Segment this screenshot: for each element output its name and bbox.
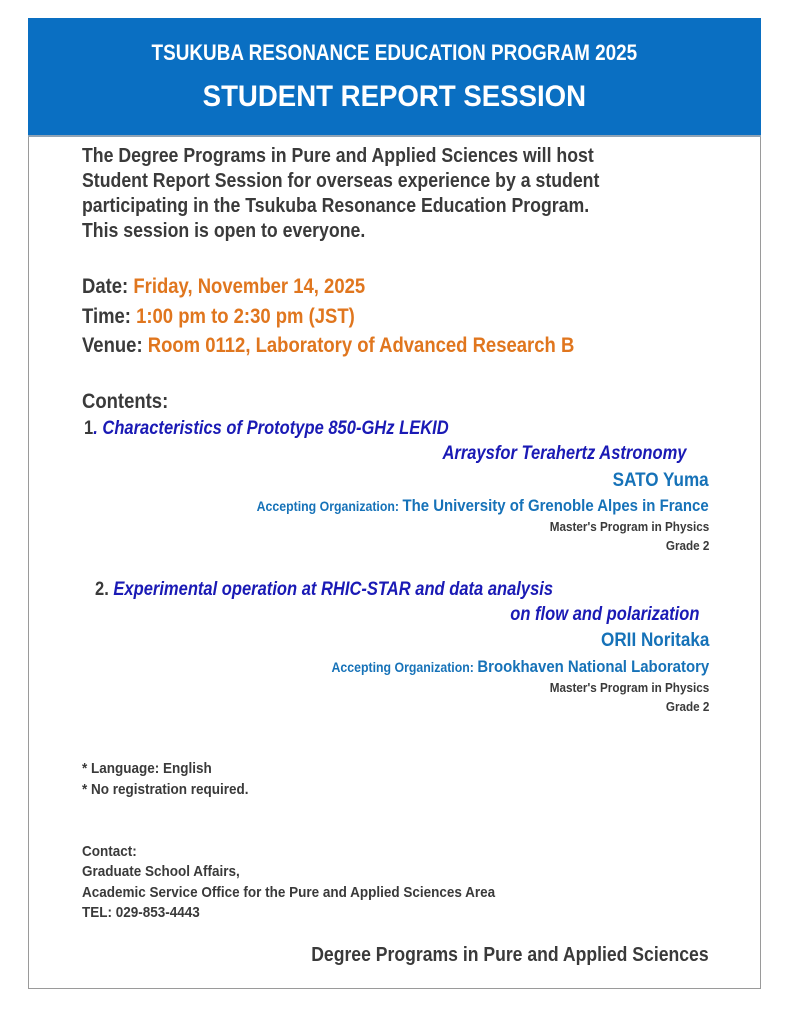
contact-heading-text: Contact:: [82, 843, 137, 860]
org-label: Accepting Organization:: [331, 659, 478, 675]
item-title-cont: Arraysfor Terahertz Astronomy: [442, 443, 687, 464]
note-text: * No registration required.: [82, 781, 249, 798]
intro-line: [82, 195, 655, 218]
grade: [661, 699, 709, 714]
date-value: Friday, November 14, 2025: [133, 275, 366, 298]
org-label: Accepting Organization:: [256, 498, 403, 514]
program-name: [532, 680, 709, 695]
item-title: Experimental operation at RHIC-STAR and data analysis: [108, 579, 554, 600]
venue-label: Venue:: [82, 334, 148, 357]
item-title-line2: [406, 443, 687, 465]
item-title-line1: [95, 579, 622, 601]
org-value: Brookhaven National Laboratory: [477, 657, 709, 676]
presenter-name: [602, 470, 709, 492]
grade-text: Grade 2: [665, 699, 709, 714]
date-row: [82, 275, 404, 299]
presenter-name-text: SATO Yuma: [613, 470, 709, 491]
contact-phone: [82, 904, 213, 921]
note-language: [82, 760, 226, 777]
contact-text: TEL: 029-853-4443: [82, 904, 200, 921]
accepting-organization: [280, 657, 709, 677]
note-text: * Language: English: [82, 760, 212, 777]
accepting-organization: [195, 496, 709, 516]
intro-text: The Degree Programs in Pure and Applied Sciences will host: [82, 145, 594, 167]
intro-line: [82, 170, 667, 193]
item-number-suffix: .: [93, 418, 98, 439]
intro-text: This session is open to everyone.: [82, 220, 366, 242]
header-banner: [28, 18, 761, 137]
intro-line: [82, 145, 660, 168]
item-number: 1: [84, 418, 94, 439]
grade: [661, 538, 709, 553]
time-row: [82, 305, 392, 329]
contact-text: Graduate School Affairs,: [82, 863, 240, 880]
contents-heading: [82, 390, 180, 414]
time-label: Time:: [82, 305, 137, 328]
program-title: [28, 40, 761, 66]
venue-row: [82, 334, 641, 358]
date-label: Date:: [82, 275, 134, 298]
intro-text: Student Report Session for overseas experience by a student: [82, 170, 600, 192]
program-name: [532, 519, 709, 534]
item-title: Characteristics of Prototype 850-GHz LEKID: [97, 418, 449, 439]
org-value: The University of Grenoble Alpes in France: [402, 496, 709, 515]
note-registration: [82, 781, 267, 798]
footer-text: Degree Programs in Pure and Applied Sciences: [311, 944, 709, 966]
item-title-line2: [482, 604, 699, 626]
item-title-line1: [84, 418, 503, 440]
intro-text: participating in the Tsukuba Resonance Education Program.: [82, 195, 590, 217]
contents-heading-text: Contents:: [82, 390, 169, 413]
program-title-text: TSUKUBA RESONANCE EDUCATION PROGRAM 2025: [151, 40, 638, 65]
contact-heading: [82, 843, 143, 860]
contact-line: [82, 884, 541, 901]
presenter-name: [589, 630, 709, 652]
page-title-text: STUDENT REPORT SESSION: [202, 80, 587, 113]
venue-value: Room 0112, Laboratory of Advanced Research B: [147, 334, 575, 357]
footer-organization: [257, 944, 709, 967]
presenter-name-text: ORII Noritaka: [600, 630, 709, 651]
intro-line: [82, 220, 402, 243]
page-title: [28, 80, 761, 114]
time-value: 1:00 pm to 2:30 pm (JST): [136, 305, 355, 328]
program-name-text: Master's Program in Physics: [549, 680, 709, 695]
item-title-cont: on flow and polarization: [509, 604, 699, 625]
contact-text: Academic Service Office for the Pure and Applied Sciences Area: [82, 884, 496, 901]
item-number: 2.: [95, 579, 109, 600]
program-name-text: Master's Program in Physics: [549, 519, 709, 534]
grade-text: Grade 2: [665, 538, 709, 553]
contact-line: [82, 863, 257, 880]
